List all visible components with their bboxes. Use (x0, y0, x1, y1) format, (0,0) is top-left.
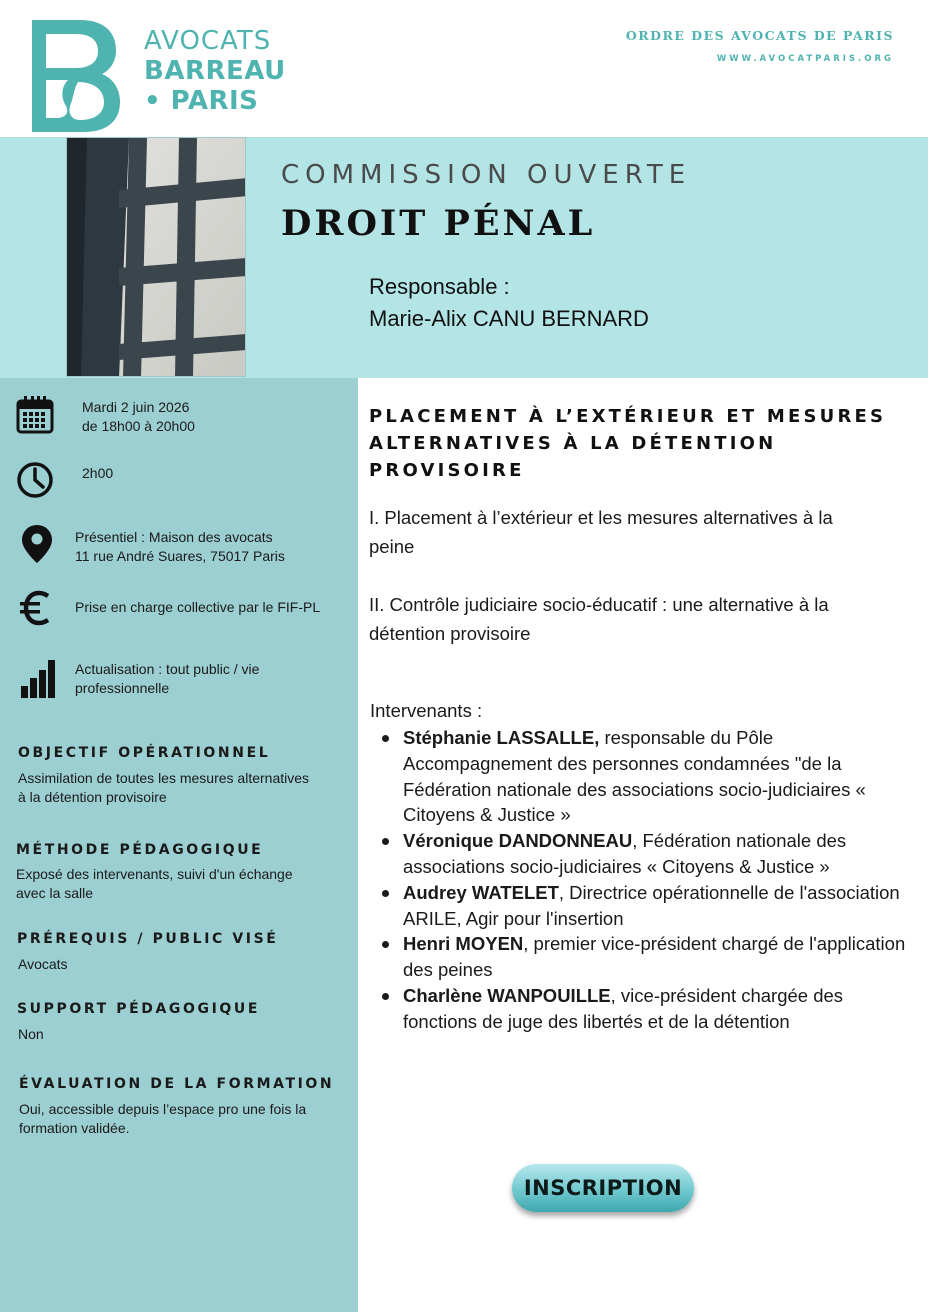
ordre-title: ORDRE DES AVOCATS DE PARIS (625, 28, 894, 43)
speaker-name: Audrey WATELET (403, 881, 559, 903)
level-info (75, 660, 259, 698)
clock-icon (15, 460, 55, 500)
speaker-name: Stéphanie LASSALLE, (403, 727, 600, 748)
support-heading: SUPPORT PÉDAGOGIQUE (17, 1001, 261, 1017)
logo-line-avocats: AVOCATS (144, 26, 272, 56)
speaker-name: Charlène WANPOUILLE (403, 984, 611, 1006)
window-shadow-photo (66, 137, 246, 377)
bullet-icon (382, 735, 389, 742)
speaker-role: , premier vice-président chargé de l'application des peines (403, 933, 906, 981)
objectif-body (18, 769, 348, 807)
responsable-label: Responsable : (369, 274, 510, 299)
objectif-line: à la détention provisoire (18, 789, 167, 805)
bullet-icon (382, 941, 389, 948)
speaker-item (370, 725, 910, 828)
program-part-1 (369, 503, 899, 561)
level-line: Actualisation : tout public / vie (75, 661, 260, 677)
speakers-list (370, 725, 910, 1035)
speaker-role: , Fédération nationale des associations socio-judiciaires « Citoyens & Justice » (403, 830, 847, 877)
time-line: de 18h00 à 20h00 (82, 418, 195, 434)
evaluation-line: formation validée. (19, 1120, 130, 1136)
date-info (82, 398, 195, 436)
location-venue: Présentiel : Maison des avocats (75, 529, 273, 545)
bullet-icon (382, 838, 389, 845)
inscription-button[interactable]: INSCRIPTION (512, 1164, 694, 1212)
logo-wordmark (144, 26, 286, 116)
location-info (75, 528, 285, 566)
bar-chart-icon (19, 658, 59, 698)
speaker-item (370, 983, 910, 1035)
speaker-item (370, 828, 910, 880)
support-body: Non (18, 1026, 44, 1042)
evaluation-line: Oui, accessible depuis l’espace pro une fois la (19, 1101, 307, 1117)
responsable-name: Marie-Alix CANU BERNARD (369, 306, 649, 331)
program-line: I. Placement à l’extérieur et les mesures alternatives à la (369, 507, 833, 528)
speaker-item (370, 880, 910, 932)
program-line: II. Contrôle judiciaire socio-éducatif : une alternative à la (369, 594, 829, 615)
logo-line-barreau: BARREAU (144, 56, 286, 86)
duration-text: 2h00 (82, 465, 114, 481)
speaker-item (370, 931, 910, 983)
logo-line-paris: • PARIS (144, 86, 259, 116)
speaker-role: responsable du Pôle Accompagnement des personnes condamnées "de la Fédération nationale des associations socio-judiciaires « Citoyens & Justice » (403, 727, 866, 826)
speaker-name: Véronique DANDONNEAU (403, 830, 633, 852)
intervenants-label: Intervenants : (370, 700, 483, 721)
funding-text: Prise en charge collective par le FIF-PL (75, 599, 321, 615)
website-link[interactable]: WWW.AVOCATPARIS.ORG (716, 54, 894, 64)
sidebar (0, 378, 358, 1312)
prerequis-body: Avocats (18, 956, 68, 972)
methode-heading: MÉTHODE PÉDAGOGIQUE (16, 842, 264, 858)
session-heading-line: PLACEMENT À L’EXTÉRIEUR ET MESURES (369, 406, 887, 427)
program-line: détention provisoire (369, 623, 531, 644)
methode-line: Exposé des intervenants, suivi d'un échange (16, 866, 293, 882)
evaluation-heading: ÉVALUATION DE LA FORMATION (19, 1076, 335, 1092)
banner-kicker: COMMISSION OUVERTE (281, 160, 692, 190)
objectif-heading: OBJECTIF OPÉRATIONNEL (18, 745, 271, 761)
bullet-icon (382, 890, 389, 897)
level-line: professionnelle (75, 680, 170, 696)
objectif-line: Assimilation de toutes les mesures alternatives (18, 770, 310, 786)
header (0, 0, 928, 137)
bullet-icon (382, 993, 389, 1000)
barreau-logo-icon (28, 16, 120, 134)
session-heading-line: ALTERNATIVES À LA DÉTENTION PROVISOIRE (369, 433, 777, 481)
evaluation-body (19, 1100, 349, 1138)
program-part-2 (369, 590, 899, 648)
location-address: 11 rue André Suares, 75017 Paris (75, 548, 285, 564)
window-shadow-image (67, 138, 246, 377)
speaker-role: , vice-président chargée des fonctions de juge des libertés et de la détention (403, 984, 844, 1032)
location-pin-icon (17, 523, 57, 563)
session-heading (369, 403, 919, 484)
speaker-role: , Directrice opérationnelle de l'association ARILE, Agir pour l'insertion (403, 881, 900, 929)
program-line: peine (369, 536, 415, 557)
prerequis-heading: PRÉREQUIS / PUBLIC VISÉ (17, 931, 279, 947)
date-line: Mardi 2 juin 2026 (82, 399, 190, 415)
page-title: DROIT PÉNAL (281, 203, 596, 244)
speaker-name: Henri MOYEN (403, 933, 524, 955)
methode-line: avec la salle (16, 885, 94, 901)
methode-body (16, 865, 346, 903)
euro-icon (17, 588, 57, 628)
calendar-icon (15, 395, 55, 435)
